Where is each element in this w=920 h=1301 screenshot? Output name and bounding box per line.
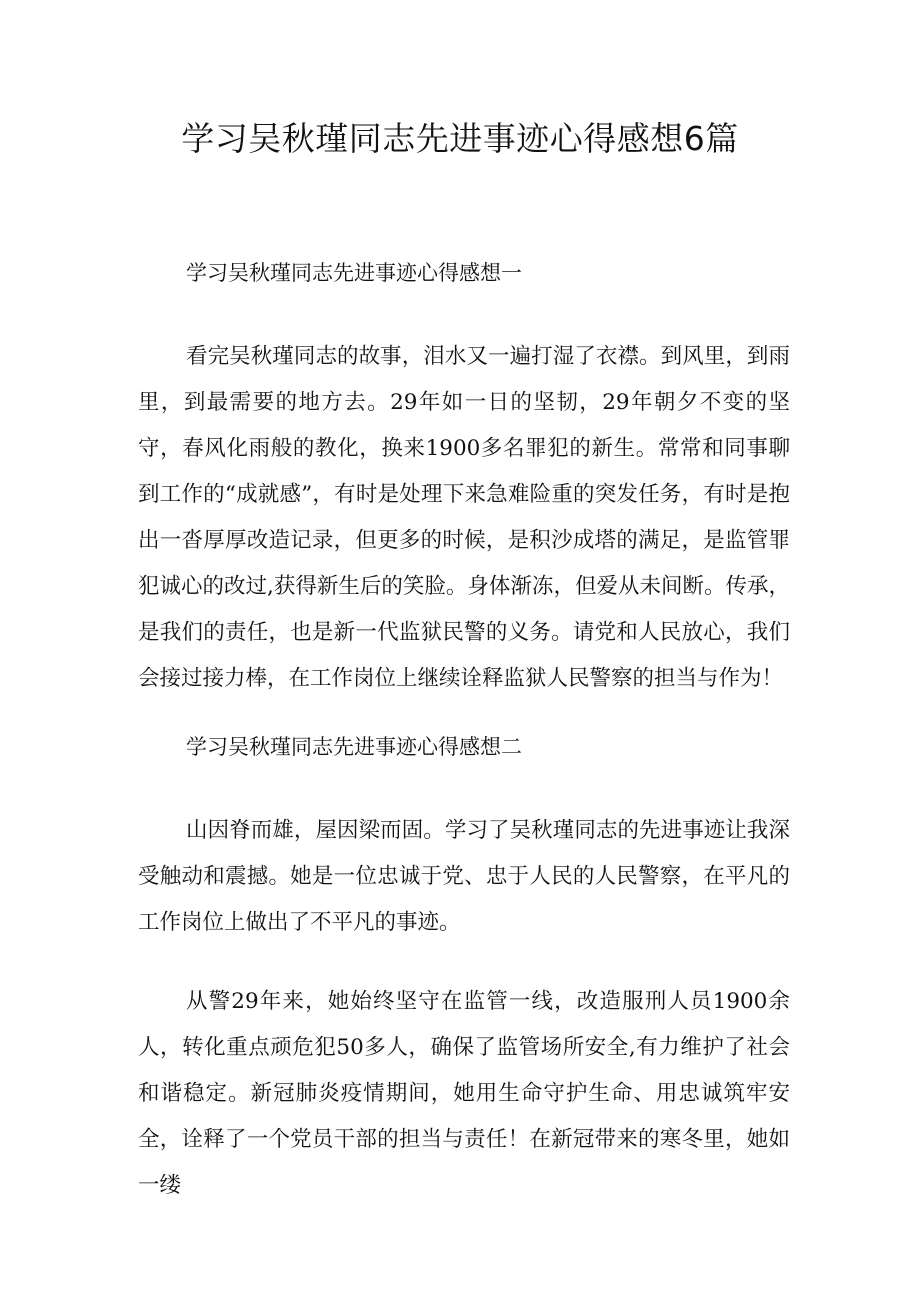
section-2-paragraph-2: 从警29年来，她始终坚守在监管一线，改造服刑人员1900余人，转化重点顽危犯50多人，确保了监管场所安全,有力维护了社会和谐稳定。新冠肺炎疫情期间，她用生命守护生命、用忠诚筑牢安全，诠释了一个党员干部的担当与责任！在新冠带来的寒冬里，她如一缕	[138, 989, 790, 1198]
section-1-paragraph-1: 看完吴秋瑾同志的故事，泪水又一遍打湿了衣襟。到风里，到雨里，到最需要的地方去。29年如一日的坚韧，29年朝夕不变的坚守，春风化雨般的教化，换来1900多名罪犯的新生。常常和同事聊到工作的“成就感”，有时是处理下来急难险重的突发任务，有时是抱出一沓厚厚改造记录，但更多的时候，是积沙成塔的满足，是监管罪犯诚心的改过,获得新生后的笑脸。身体渐冻，但爱从未间断。传承，是我们的责任，也是新一代监狱民警的义务。请党和人民放心，我们会接过接力棒，在工作岗位上继续诠释监狱人民警察的担当与作为！	[138, 344, 790, 691]
section-heading-2: 学习吴秋瑾同志先进事迹心得感想二	[186, 735, 522, 759]
document-title: 学习吴秋瑾同志先进事迹心得感想6篇	[181, 119, 739, 158]
section-2-paragraph-1: 山因脊而雄，屋因梁而固。学习了吴秋瑾同志的先进事迹让我深受触动和震撼。她是一位忠诚于党、忠于人民的人民警察，在平凡的工作岗位上做出了不平凡的事迹。	[138, 818, 790, 935]
section-heading-1: 学习吴秋瑾同志先进事迹心得感想一	[186, 261, 522, 285]
